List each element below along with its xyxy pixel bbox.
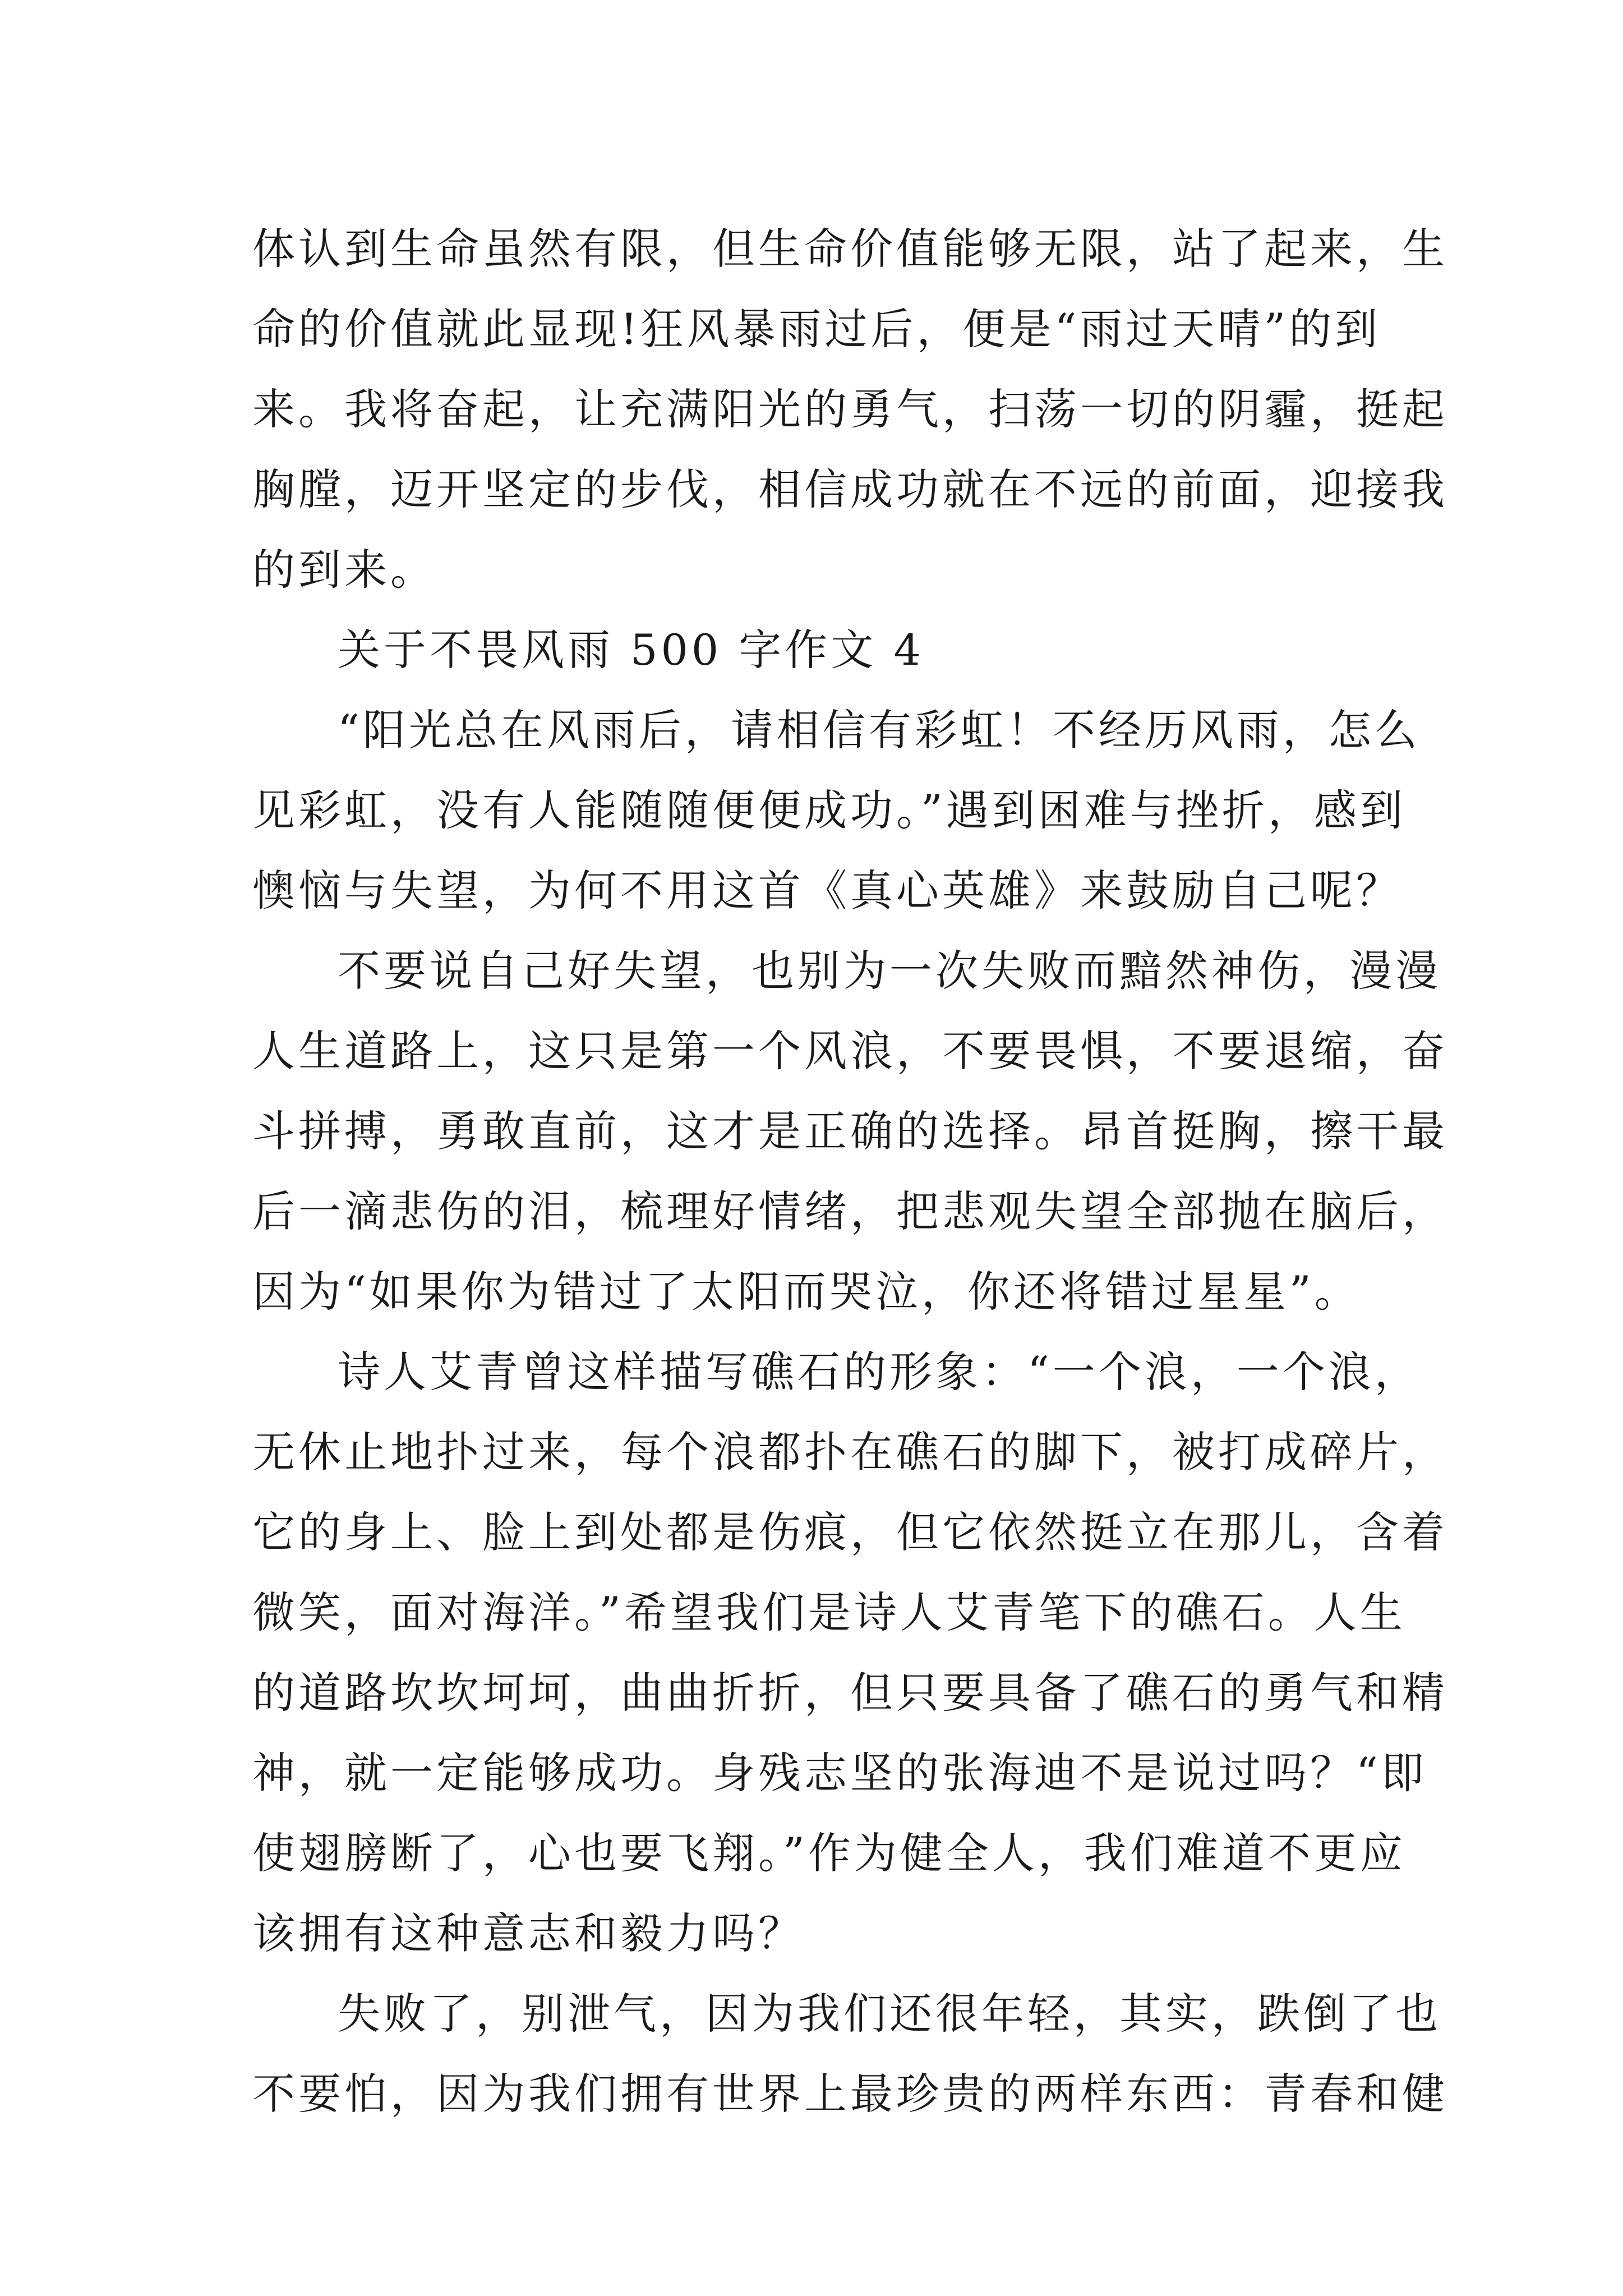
text-line: 斗拼搏，勇敢直前，这才是正确的选择。昂首挺胸，擦干最	[252, 1106, 1448, 1156]
text-line: 它的身上、脸上到处都是伤痕，但它依然挺立在那儿，含着	[252, 1507, 1448, 1557]
paragraph-first-line: “阳光总在风雨后，请相信有彩虹！不经历风雨，怎么	[338, 705, 1421, 755]
section-heading: 关于不畏风雨 500 字作文 4	[338, 625, 924, 675]
paragraph-first-line: 不要说自己好失望，也别为一次失败而黯然神伤，漫漫	[338, 946, 1441, 996]
paragraph-first-line: 失败了，别泄气，因为我们还很年轻，其实，跌倒了也	[338, 1989, 1441, 2039]
text-line: 不要怕，因为我们拥有世界上最珍贵的两样东西：青春和健	[252, 2069, 1448, 2119]
text-line: 懊恼与失望，为何不用这首《真心英雄》来鼓励自己呢？	[252, 866, 1402, 915]
text-line: 微笑，面对海洋。”希望我们是诗人艾青笔下的礁石。人生	[252, 1588, 1406, 1637]
text-line: 因为“如果你为错过了太阳而哭泣，你还将错过星星”。	[252, 1267, 1361, 1317]
paragraph-first-line: 诗人艾青曾这样描写礁石的形象：“一个浪，一个浪，	[338, 1347, 1421, 1397]
text-line: 的道路坎坎坷坷，曲曲折折，但只要具备了礁石的勇气和精	[252, 1668, 1448, 1718]
text-line: 命的价值就此显现!狂风暴雨过后，便是“雨过天晴”的到	[252, 304, 1381, 354]
text-line: 神，就一定能够成功。身残志坚的张海迪不是说过吗？“即	[252, 1748, 1427, 1798]
text-line: 来。我将奋起，让充满阳光的勇气，扫荡一切的阴霾，挺起	[252, 384, 1448, 434]
document-body	[252, 209, 1448, 2134]
text-line: 的到来。	[252, 545, 436, 595]
text-line: 该拥有这种意志和毅力吗？	[252, 1908, 804, 1958]
text-line: 胸膛，迈开坚定的步伐，相信成功就在不远的前面，迎接我	[252, 464, 1448, 514]
text-line: 体认到生命虽然有限，但生命价值能够无限，站了起来，生	[252, 224, 1448, 274]
text-line: 无休止地扑过来，每个浪都扑在礁石的脚下，被打成碎片，	[252, 1427, 1448, 1477]
text-line: 后一滴悲伤的泪，梳理好情绪，把悲观失望全部抛在脑后，	[252, 1186, 1448, 1236]
text-line: 见彩虹，没有人能随随便便成功。”遇到困难与挫折，感到	[252, 785, 1406, 835]
text-line: 使翅膀断了，心也要飞翔。”作为健全人，我们难道不更应	[252, 1828, 1406, 1878]
text-line: 人生道路上，这只是第一个风浪，不要畏惧，不要退缩，奋	[252, 1026, 1448, 1076]
